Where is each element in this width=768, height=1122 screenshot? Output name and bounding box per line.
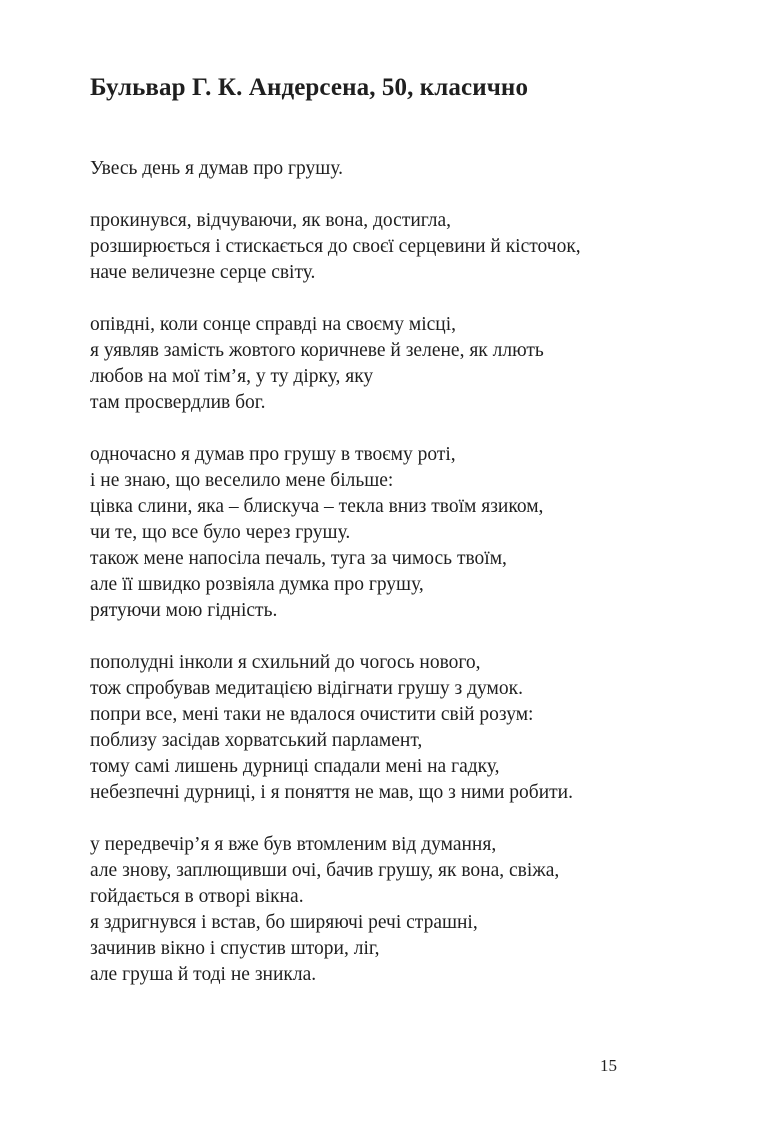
poem-line: рятуючи мою гідність.: [90, 600, 278, 621]
poem-line: прокинувся, відчуваючи, як вона, достигла,: [90, 210, 452, 231]
poem-line: тому самі лишень дурниці спадали мені на гадку,: [90, 756, 500, 777]
page-title: Бульвар Г. К. Андерсена, 50, класично: [90, 74, 529, 101]
poem: [90, 156, 690, 1014]
poem-line: у передвечір’я я вже був втомленим від думання,: [90, 834, 497, 855]
poem-line: розширюється і стискається до своєї серцевини й кісточок,: [90, 236, 581, 257]
poem-line: опівдні, коли сонце справді на своєму місці,: [90, 314, 457, 335]
poem-line: поблизу засідав хорватський парламент,: [90, 730, 423, 751]
stanza: [90, 650, 690, 806]
poem-line: і не знаю, що веселило мене більше:: [90, 470, 394, 491]
stanza: [90, 832, 690, 988]
stanza: [90, 156, 690, 182]
poem-line: я здригнувся і встав, бо ширяючі речі страшні,: [90, 912, 478, 933]
poem-line: також мене напосіла печаль, туга за чимось твоїм,: [90, 548, 507, 569]
poem-line: цівка слини, яка – блискуча – текла вниз твоїм язиком,: [90, 496, 544, 517]
stanza: [90, 208, 690, 286]
stanza: [90, 442, 690, 624]
poem-line: любов на мої тім’я, у ту дірку, яку: [90, 366, 374, 387]
poem-line: тож спробував медитацією відігнати грушу з думок.: [90, 678, 523, 699]
poem-line: але груша й тоді не зникла.: [90, 964, 317, 985]
poem-line: наче величезне серце світу.: [90, 262, 316, 283]
poem-line: але її швидко розвіяла думка про грушу,: [90, 574, 424, 595]
poem-line: зачинив вікно і спустив штори, ліг,: [90, 938, 380, 959]
page-number: 15: [600, 1056, 617, 1075]
poem-line: але знову, заплющивши очі, бачив грушу, як вона, свіжа,: [90, 860, 560, 881]
poem-line: Увесь день я думав про грушу.: [90, 158, 343, 179]
poem-line: я уявляв замість жовтого коричневе й зелене, як ллють: [90, 340, 544, 361]
poem-line: там просвердлив бог.: [90, 392, 266, 413]
poem-line: гойдається в отворі вікна.: [90, 886, 304, 907]
poem-line: небезпечні дурниці, і я поняття не мав, що з ними робити.: [90, 782, 573, 803]
poem-line: попри все, мені таки не вдалося очистити свій розум:: [90, 704, 534, 725]
stanza: [90, 312, 690, 416]
poem-line: чи те, що все було через грушу.: [90, 522, 351, 543]
poem-line: пополудні інколи я схильний до чогось нового,: [90, 652, 481, 673]
poem-line: одночасно я думав про грушу в твоєму роті,: [90, 444, 456, 465]
